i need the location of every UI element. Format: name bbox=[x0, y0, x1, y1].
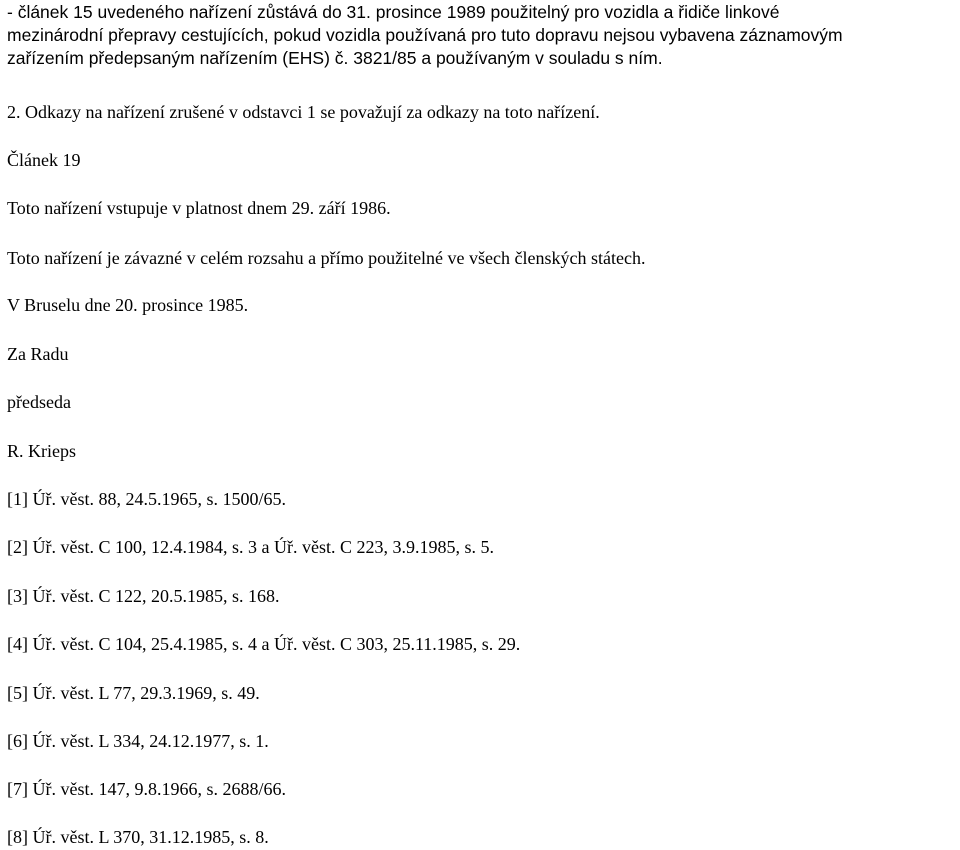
signatory: R. Krieps bbox=[7, 441, 76, 461]
binding-clause: Toto nařízení je závazné v celém rozsahu a přímo použitelné ve všech členských státech. bbox=[7, 248, 646, 268]
council-label: Za Radu bbox=[7, 344, 69, 364]
document-page bbox=[7, 0, 957, 847]
place-date: V Bruselu dne 20. prosince 1985. bbox=[7, 295, 249, 315]
paragraph-2: 2. Odkazy na nařízení zrušené v odstavci 1 se považují za odkazy na toto nařízení. bbox=[7, 102, 600, 122]
footnote: [8] Úř. věst. L 370, 31.12.1985, s. 8. bbox=[7, 827, 269, 847]
footnote: [6] Úř. věst. L 334, 24.12.1977, s. 1. bbox=[7, 731, 269, 751]
intro-line: mezinárodní přepravy cestujících, pokud vozidla používaná pro tuto dopravu nejsou vybavena záznamovým bbox=[7, 25, 843, 45]
footnote: [5] Úř. věst. L 77, 29.3.1969, s. 49. bbox=[7, 683, 260, 703]
article-heading: Článek 19 bbox=[7, 150, 81, 170]
intro-line: zařízením předepsaným nařízením (EHS) č. 3821/85 a používaným v souladu s ním. bbox=[7, 48, 663, 68]
footnote: [3] Úř. věst. C 122, 20.5.1985, s. 168. bbox=[7, 586, 280, 606]
footnote: [4] Úř. věst. C 104, 25.4.1985, s. 4 a Úř. věst. C 303, 25.11.1985, s. 29. bbox=[7, 634, 521, 654]
intro-paragraph bbox=[7, 0, 957, 70]
footnote: [7] Úř. věst. 147, 9.8.1966, s. 2688/66. bbox=[7, 779, 286, 799]
footnote: [1] Úř. věst. 88, 24.5.1965, s. 1500/65. bbox=[7, 489, 286, 509]
footnote: [2] Úř. věst. C 100, 12.4.1984, s. 3 a Úř. věst. C 223, 3.9.1985, s. 5. bbox=[7, 537, 494, 557]
entry-into-force: Toto nařízení vstupuje v platnost dnem 29. září 1986. bbox=[7, 198, 391, 218]
president-title: předseda bbox=[7, 392, 71, 412]
intro-line: - článek 15 uvedeného nařízení zůstává do 31. prosince 1989 použitelný pro vozidla a řidiče linkové bbox=[7, 2, 780, 22]
